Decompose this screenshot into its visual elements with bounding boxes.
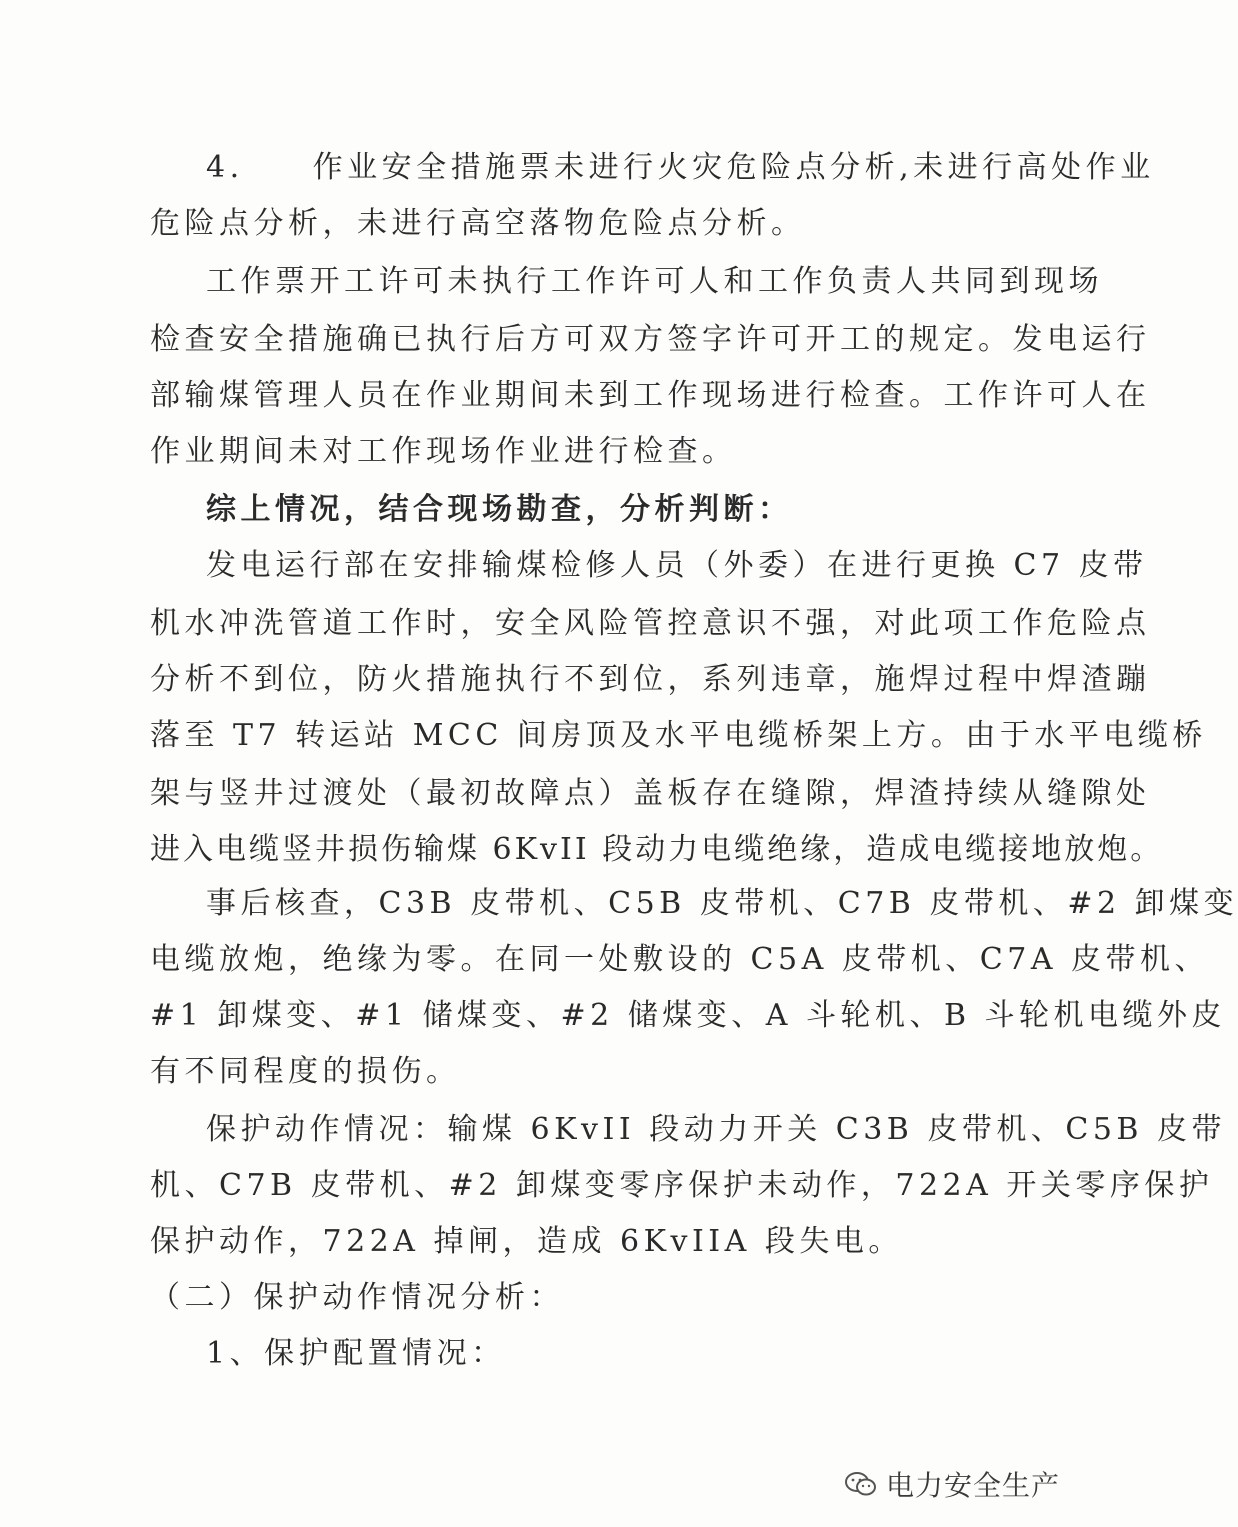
wechat-icon — [844, 1471, 878, 1497]
text-line: 进入电缆竖井损伤输煤 6KvII 段动力电缆绝缘，造成电缆接地放炮。 — [150, 832, 1164, 867]
text-line: 电缆放炮，绝缘为零。在同一处敷设的 C5A 皮带机、C7A 皮带机、 — [150, 942, 1210, 977]
watermark — [844, 1464, 1060, 1504]
text-line: 保护动作情况：输煤 6KvII 段动力开关 C3B 皮带机、C5B 皮带 — [206, 1112, 1227, 1147]
subsection-heading: 1、保护配置情况： — [206, 1336, 506, 1371]
subsection-heading: （二）保护动作情况分析： — [150, 1280, 564, 1315]
text-line: #1 卸煤变、#1 储煤变、#2 储煤变、A 斗轮机、B 斗轮机电缆外皮 — [150, 998, 1227, 1033]
text-line: 分析不到位，防火措施执行不到位，系列违章，施焊过程中焊渣蹦 — [150, 662, 1151, 697]
text-line: 机、C7B 皮带机、#2 卸煤变零序保护未动作，722A 开关零序保护 — [150, 1168, 1214, 1203]
text-line: 落至 T7 转运站 MCC 间房顶及水平电缆桥架上方。由于水平电缆桥 — [150, 718, 1207, 753]
watermark-text: 电力安全生产 — [886, 1469, 1061, 1502]
text-line: 有不同程度的损伤。 — [150, 1054, 461, 1089]
text-line: 工作票开工许可未执行工作许可人和工作负责人共同到现场 — [206, 264, 1103, 299]
text-line: 危险点分析，未进行高空落物危险点分析。 — [150, 206, 806, 241]
text-line: 发电运行部在安排输煤检修人员（外委）在进行更换 C7 皮带 — [206, 548, 1148, 583]
text-line: 4. 作业安全措施票未进行火灾危险点分析,未进行高处作业 — [206, 150, 1155, 185]
text-line: 保护动作，722A 掉闸，造成 6KvIIA 段失电。 — [150, 1224, 903, 1259]
text-line: 检查安全措施确已执行后方可双方签字许可开工的规定。发电运行 — [150, 322, 1151, 357]
section-heading: 综上情况，结合现场勘查，分析判断： — [206, 492, 793, 527]
text-line: 架与竖井过渡处（最初故障点）盖板存在缝隙，焊渣持续从缝隙处 — [150, 776, 1151, 811]
text-line: 机水冲洗管道工作时，安全风险管控意识不强，对此项工作危险点 — [150, 606, 1151, 641]
text-line: 事后核查，C3B 皮带机、C5B 皮带机、C7B 皮带机、#2 卸煤变 — [206, 886, 1238, 921]
text-line: 部输煤管理人员在作业期间未到工作现场进行检查。工作许可人在 — [150, 378, 1151, 413]
text-line: 作业期间未对工作现场作业进行检查。 — [150, 434, 737, 469]
